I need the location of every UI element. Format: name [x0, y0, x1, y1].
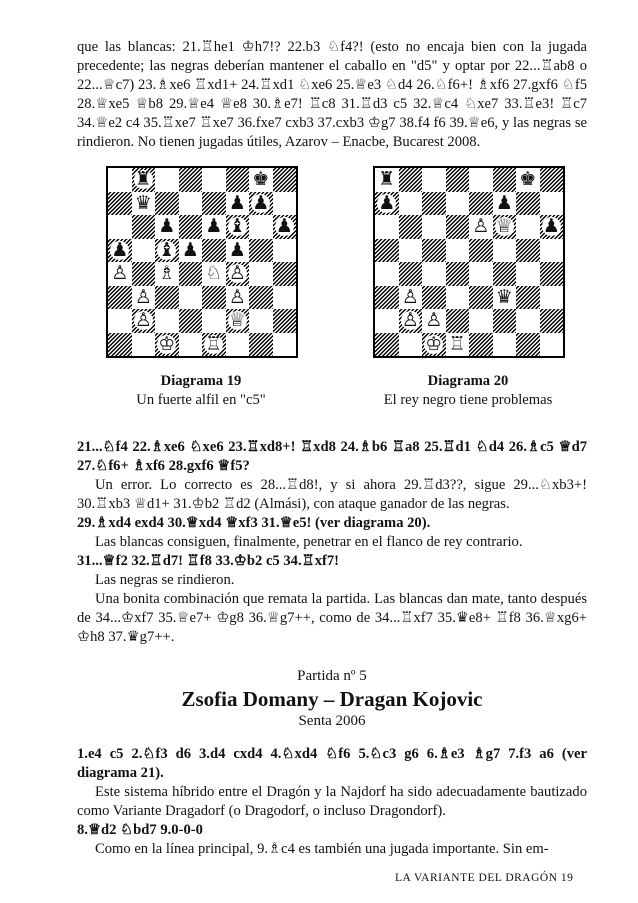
board-square — [226, 239, 250, 263]
board-square — [399, 192, 423, 216]
board-square — [179, 309, 203, 333]
commentary: Un error. Lo correcto es 28...♖d8!, y si ahora 29.♖d3??, sigue 29...♘xb3+! 30.♖xb3 ♕d1+ 31.♔b2 ♖d2 (Almási), con ataque ganador de las negras. — [77, 477, 587, 512]
board-square — [108, 192, 132, 216]
board-square — [375, 192, 399, 216]
board-square — [226, 262, 250, 286]
board-square — [375, 286, 399, 310]
board-square — [155, 286, 179, 310]
board-square — [108, 262, 132, 286]
board-square — [516, 168, 540, 192]
board-square — [155, 215, 179, 239]
board-square — [493, 239, 517, 263]
diagram-19-title: Diagrama 19 — [160, 373, 242, 389]
board-square — [202, 168, 226, 192]
paragraph-intro: que las blancas: 21.♖he1 ♔h7!? 22.b3 ♘f4?! (esto no encaja bien con la jugada precedente; las negras deberían mantener el caballo en "d5" y optar por 22...♖ab8 o 22...♕c7) 23.♗xe6 ♖xd1+ 24.♖xd1 ♘xe6 25.♕e3 ♘d4 26.♘f6+! ♗xf6 27.gxf6 ♘f5 28.♕xe5 ♕b8 29.♕e4 ♕e8 30.♗e7! ♖c8 31.♖d3 c5 32.♕c4 ♘xe7 33.♖e3! ♖c7 34.♕e2 c4 35.♖xe7 ♖xe7 36.fxe7 cxb3 37.cxb3 ♔g7 38.f4 f6 39.♕e6, y las negras se rindieron. No tienen jugadas útiles, Azarov – Enacbe, Bucarest 2008. — [77, 39, 587, 150]
board-square — [493, 192, 517, 216]
board-square — [422, 239, 446, 263]
board-square — [493, 286, 517, 310]
board-square — [469, 286, 493, 310]
chessboard-diagram-19 — [106, 166, 298, 358]
board-square — [540, 215, 564, 239]
board-square — [469, 239, 493, 263]
chess-piece: ♔ — [158, 332, 176, 355]
board-square — [108, 239, 132, 263]
board-square — [446, 262, 470, 286]
board-square — [155, 262, 179, 286]
board-square — [540, 168, 564, 192]
move-line: 21...♘f4 22.♗xe6 ♘xe6 23.♖xd8+! ♖xd8 24.♗b6 ♖a8 25.♖d1 ♘d4 26.♗c5 ♕d7 27.♘f6+ ♗xf6 28.gxf6 ♕f5? — [77, 439, 587, 474]
board-square — [399, 262, 423, 286]
board-square — [202, 309, 226, 333]
board-square — [132, 262, 156, 286]
board-square — [132, 192, 156, 216]
diagram-19-caption — [81, 372, 321, 410]
board-square — [516, 286, 540, 310]
board-square — [249, 333, 273, 357]
diagram-20-caption — [348, 372, 588, 410]
chess-piece: ♙ — [472, 215, 490, 238]
board-square — [516, 309, 540, 333]
board-square — [422, 215, 446, 239]
chess-piece: ♟ — [111, 238, 129, 261]
game-place: Senta 2006 — [298, 713, 366, 729]
board-square — [469, 192, 493, 216]
board-square — [446, 333, 470, 357]
board-square — [399, 239, 423, 263]
chess-piece: ♟ — [542, 215, 560, 238]
game-number: Partida nº 5 — [297, 668, 367, 684]
chess-piece: ♙ — [425, 309, 443, 332]
chess-piece: ♟ — [252, 191, 270, 214]
board-square — [422, 262, 446, 286]
chess-piece: ♟ — [205, 215, 223, 238]
board-square — [108, 309, 132, 333]
commentary: Como en la línea principal, 9.♗c4 es también una jugada importante. Sin em- — [95, 841, 549, 857]
board-square — [469, 168, 493, 192]
board-square — [273, 333, 297, 357]
board-square — [132, 333, 156, 357]
board-square — [249, 262, 273, 286]
chess-piece: ♕ — [228, 309, 246, 332]
chess-piece: ♙ — [111, 262, 129, 285]
chess-piece: ♗ — [158, 262, 176, 285]
page-body — [77, 38, 587, 859]
board-square — [132, 239, 156, 263]
chess-piece: ♛ — [495, 285, 513, 308]
board-square — [375, 309, 399, 333]
board-square — [422, 168, 446, 192]
diagram-row — [77, 166, 587, 438]
chessboard-diagram-20 — [373, 166, 565, 358]
board-square — [226, 286, 250, 310]
chess-piece: ♖ — [205, 332, 223, 355]
board-square — [179, 286, 203, 310]
chess-piece: ♟ — [228, 191, 246, 214]
board-square — [446, 192, 470, 216]
board-square — [155, 239, 179, 263]
board-square — [249, 286, 273, 310]
chess-piece: ♙ — [228, 262, 246, 285]
board-square — [226, 309, 250, 333]
board-square — [422, 286, 446, 310]
chess-piece: ♜ — [134, 168, 152, 191]
board-square — [108, 286, 132, 310]
board-square — [202, 239, 226, 263]
board-square — [399, 286, 423, 310]
board-square — [375, 333, 399, 357]
board-square — [155, 333, 179, 357]
board-square — [249, 192, 273, 216]
moves-section-2 — [77, 745, 587, 859]
commentary: Las negras se rindieron. — [95, 572, 235, 588]
chess-piece: ♟ — [228, 238, 246, 261]
board-square — [155, 192, 179, 216]
board-square — [249, 239, 273, 263]
board-square — [132, 215, 156, 239]
board-square — [469, 262, 493, 286]
board-square — [446, 239, 470, 263]
board-square — [132, 168, 156, 192]
chess-piece: ♘ — [205, 262, 223, 285]
chess-piece: ♝ — [228, 215, 246, 238]
board-square — [202, 192, 226, 216]
board-square — [469, 333, 493, 357]
board-square — [179, 215, 203, 239]
chess-piece: ♖ — [448, 332, 466, 355]
move-line: 29.♗xd4 exd4 30.♕xd4 ♕xf3 31.♕e5! (ver diagrama 20). — [77, 515, 431, 531]
chess-piece: ♜ — [378, 168, 396, 191]
board-square — [516, 215, 540, 239]
chess-piece: ♙ — [134, 285, 152, 308]
board-square — [179, 168, 203, 192]
board-square — [540, 309, 564, 333]
chess-piece: ♚ — [519, 168, 537, 191]
chess-piece: ♛ — [134, 191, 152, 214]
board-square — [493, 262, 517, 286]
board-square — [226, 168, 250, 192]
board-square — [469, 309, 493, 333]
board-square — [108, 215, 132, 239]
board-square — [375, 239, 399, 263]
board-square — [399, 215, 423, 239]
board-square — [155, 309, 179, 333]
board-square — [422, 192, 446, 216]
board-square — [249, 168, 273, 192]
board-square — [155, 168, 179, 192]
chess-piece: ♚ — [252, 168, 270, 191]
board-square — [540, 192, 564, 216]
board-square — [493, 309, 517, 333]
chess-piece: ♟ — [158, 215, 176, 238]
board-square — [179, 239, 203, 263]
chess-piece: ♟ — [275, 215, 293, 238]
chess-piece: ♟ — [378, 191, 396, 214]
board-square — [540, 239, 564, 263]
board-square — [249, 215, 273, 239]
board-square — [422, 333, 446, 357]
chess-piece: ♕ — [495, 215, 513, 238]
page-footer: LA VARIANTE DEL DRAGÓN 19 — [395, 872, 574, 884]
chess-piece: ♔ — [425, 332, 443, 355]
commentary: Este sistema híbrido entre el Dragón y la Najdorf ha sido adecuadamente bautizado como Variante Dragadorf (o Dragodorf, o incluso Dragondorf). — [77, 784, 587, 819]
board-square — [493, 215, 517, 239]
board-square — [273, 286, 297, 310]
diagram-20-title: Diagrama 20 — [427, 373, 509, 389]
chess-piece: ♝ — [158, 238, 176, 261]
board-square — [375, 215, 399, 239]
board-square — [516, 239, 540, 263]
board-square — [516, 192, 540, 216]
board-square — [249, 309, 273, 333]
board-square — [179, 333, 203, 357]
board-square — [446, 309, 470, 333]
board-square — [226, 192, 250, 216]
game-header — [77, 667, 587, 731]
board-square — [446, 286, 470, 310]
board-square — [540, 333, 564, 357]
chess-piece: ♟ — [181, 238, 199, 261]
board-square — [202, 215, 226, 239]
board-square — [399, 309, 423, 333]
board-square — [202, 262, 226, 286]
board-square — [226, 333, 250, 357]
chess-piece: ♙ — [401, 309, 419, 332]
commentary: Las blancas consiguen, finalmente, penetrar en el flanco de rey contrario. — [95, 534, 523, 550]
board-square — [540, 286, 564, 310]
board-square — [108, 333, 132, 357]
moves-section — [77, 438, 587, 647]
board-square — [273, 168, 297, 192]
board-square — [540, 262, 564, 286]
board-square — [446, 215, 470, 239]
board-square — [273, 239, 297, 263]
board-square — [179, 192, 203, 216]
move-line: 8.♕d2 ♘bd7 9.0-0-0 — [77, 822, 203, 838]
board-square — [516, 262, 540, 286]
move-line: 31...♕f2 32.♖d7! ♖f8 33.♔b2 c5 34.♖xf7! — [77, 553, 340, 569]
board-square — [226, 215, 250, 239]
board-square — [273, 215, 297, 239]
game-players: Zsofia Domany – Dragan Kojovic — [181, 687, 483, 711]
chess-piece: ♙ — [228, 285, 246, 308]
board-square — [179, 262, 203, 286]
board-square — [132, 309, 156, 333]
board-square — [108, 168, 132, 192]
board-square — [375, 262, 399, 286]
chess-piece: ♙ — [401, 285, 419, 308]
board-square — [493, 333, 517, 357]
board-square — [273, 309, 297, 333]
chess-piece: ♟ — [495, 191, 513, 214]
board-square — [273, 192, 297, 216]
board-square — [516, 333, 540, 357]
board-square — [273, 262, 297, 286]
board-square — [399, 333, 423, 357]
diagram-19-subtitle: Un fuerte alfil en "c5" — [136, 392, 266, 408]
commentary: Una bonita combinación que remata la partida. Las blancas dan mate, tanto después de 34...♔xf7 35.♕e7+ ♔g8 36.♕g7++, como de 34...♖xf7 35.♛e8+ ♖f8 36.♕xg6+ ♔h8 37.♛g7++. — [77, 591, 587, 645]
board-square — [399, 168, 423, 192]
board-square — [202, 333, 226, 357]
move-line: 1.e4 c5 2.♘f3 d6 3.d4 cxd4 4.♘xd4 ♘f6 5.♘c3 g6 6.♗e3 ♗g7 7.f3 a6 (ver diagrama 21). — [77, 746, 587, 781]
board-square — [202, 286, 226, 310]
diagram-20-subtitle: El rey negro tiene problemas — [383, 392, 553, 408]
board-square — [132, 286, 156, 310]
board-square — [446, 168, 470, 192]
board-square — [375, 168, 399, 192]
board-square — [493, 168, 517, 192]
board-square — [469, 215, 493, 239]
chess-piece: ♙ — [134, 309, 152, 332]
board-square — [422, 309, 446, 333]
